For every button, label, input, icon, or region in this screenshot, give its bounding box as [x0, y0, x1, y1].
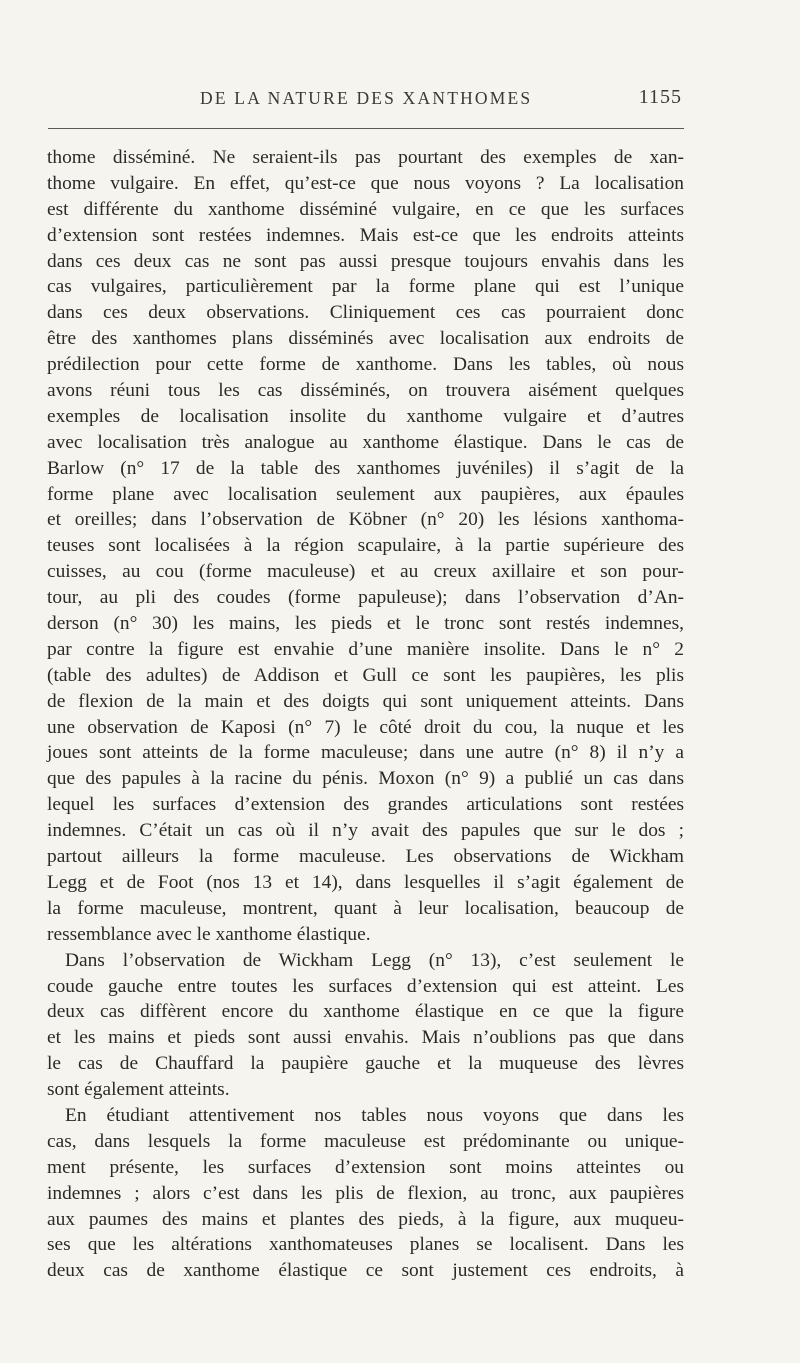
text-line: aux paumes des mains et plantes des pieds, à la figure, aux muqueu-	[47, 1208, 684, 1230]
text-line: indemnes. C’était un cas où il n’y avait des papules que sur le dos ;	[47, 820, 684, 842]
text-line: cas, dans lesquels la forme maculeuse est prédominante ou unique-	[47, 1130, 684, 1152]
body-text	[47, 145, 684, 1284]
text-line: avec localisation très analogue au xanthome élastique. Dans le cas de	[47, 431, 684, 453]
text-line: joues sont atteints de la forme maculeuse; dans une autre (n° 8) il n’y a	[47, 742, 684, 764]
text-line: ment présente, les surfaces d’extension sont moins atteintes ou	[47, 1156, 684, 1178]
text-line: cas vulgaires, particulièrement par la forme plane qui est l’unique	[47, 276, 684, 298]
text-line: être des xanthomes plans disséminés avec localisation aux endroits de	[47, 328, 684, 350]
text-line: avons réuni tous les cas disséminés, on trouvera aisément quelques	[47, 380, 684, 402]
text-line: (table des adultes) de Addison et Gull ce sont les paupières, les plis	[47, 664, 684, 686]
text-line: Barlow (n° 17 de la table des xanthomes juvéniles) il s’agit de la	[47, 457, 684, 479]
text-line: tour, au pli des coudes (forme papuleuse); dans l’observation d’An-	[47, 587, 684, 609]
text-line: d’extension sont restées indemnes. Mais est-ce que les endroits atteints	[47, 224, 684, 246]
text-line: coude gauche entre toutes les surfaces d’extension qui est atteint. Les	[47, 975, 684, 997]
text-line: thome vulgaire. En effet, qu’est-ce que nous voyons ? La localisation	[47, 172, 684, 194]
paragraph-3	[47, 1103, 684, 1284]
text-line: cuisses, au cou (forme maculeuse) et au creux axillaire et son pour-	[47, 561, 684, 583]
text-line: teuses sont localisées à la région scapulaire, à la partie supérieure des	[47, 535, 684, 557]
text-line: de flexion de la main et des doigts qui sont uniquement atteints. Dans	[47, 690, 684, 712]
text-line: est différente du xanthome disséminé vulgaire, en ce que les surfaces	[47, 198, 684, 220]
text-line: la forme maculeuse, montrent, quant à leur localisation, beaucoup de	[47, 897, 684, 919]
text-line: En étudiant attentivement nos tables nous voyons que dans les	[65, 1104, 684, 1126]
paragraph-2	[47, 948, 684, 1103]
text-line: deux cas de xanthome élastique ce sont justement ces endroits, à	[47, 1260, 684, 1282]
text-line: Dans l’observation de Wickham Legg (n° 13), c’est seulement le	[65, 949, 684, 971]
text-line: dans ces deux cas ne sont pas aussi presque toujours envahis dans les	[47, 250, 684, 272]
text-line: dans ces deux observations. Cliniquement ces cas pourraient donc	[47, 302, 684, 324]
text-line: le cas de Chauffard la paupière gauche et la muqueuse des lèvres	[47, 1053, 684, 1075]
text-line: ses que les altérations xanthomateuses planes se localisent. Dans les	[47, 1234, 684, 1256]
text-line: partout ailleurs la forme maculeuse. Les observations de Wickham	[47, 846, 684, 868]
text-line: exemples de localisation insolite du xanthome vulgaire et d’autres	[47, 405, 684, 427]
text-line: sont également atteints.	[47, 1079, 230, 1101]
text-line: forme plane avec localisation seulement aux paupières, aux épaules	[47, 483, 684, 505]
paragraph-1	[47, 145, 684, 948]
text-line: prédilection pour cette forme de xanthome. Dans les tables, où nous	[47, 354, 684, 376]
running-title: DE LA NATURE DES XANTHOMES	[200, 88, 533, 108]
text-line: une observation de Kaposi (n° 7) le côté droit du cou, la nuque et les	[47, 716, 684, 738]
text-line: Legg et de Foot (nos 13 et 14), dans lesquelles il s’agit également de	[47, 871, 684, 893]
text-line: et oreilles; dans l’observation de Köbner (n° 20) les lésions xanthoma-	[47, 509, 684, 531]
text-line: deux cas diffèrent encore du xanthome élastique en ce que la figure	[47, 1001, 684, 1023]
text-line: que des papules à la racine du pénis. Moxon (n° 9) a publié un cas dans	[47, 768, 684, 790]
running-head	[200, 88, 688, 118]
text-line: indemnes ; alors c’est dans les plis de flexion, au tronc, aux paupières	[47, 1182, 684, 1204]
text-line: derson (n° 30) les mains, les pieds et le tronc sont restés indemnes,	[47, 613, 684, 635]
header-rule	[48, 128, 684, 129]
page-number: 1155	[638, 86, 682, 108]
text-line: thome disséminé. Ne seraient-ils pas pourtant des exemples de xan-	[47, 147, 684, 168]
text-line: ressemblance avec le xanthome élastique.	[47, 923, 371, 945]
text-line: par contre la figure est envahie d’une manière insolite. Dans le n° 2	[47, 638, 684, 660]
text-line: et les mains et pieds sont aussi envahis. Mais n’oublions pas que dans	[47, 1027, 684, 1049]
text-line: lequel les surfaces d’extension des grandes articulations sont restées	[47, 794, 684, 816]
